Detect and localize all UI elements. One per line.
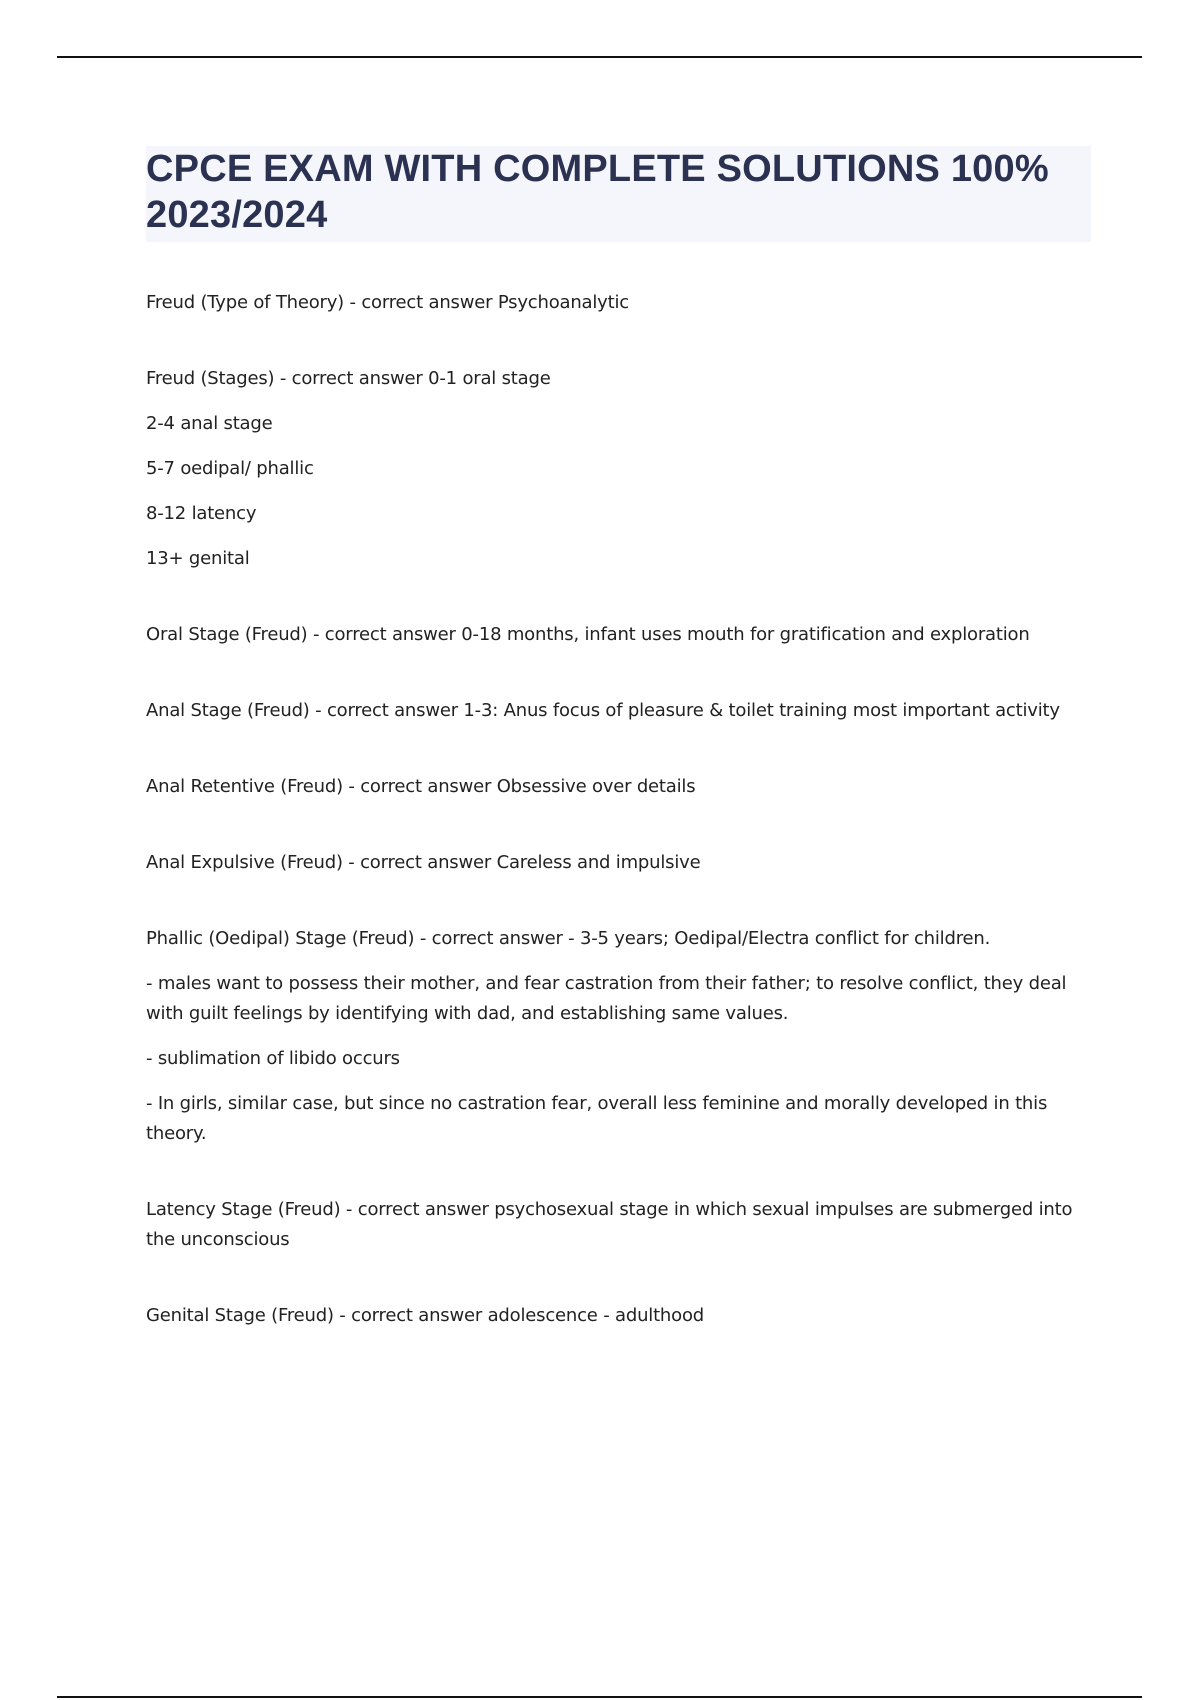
qa-question-answer: Freud (Stages) - correct answer 0-1 oral stage [146,368,551,389]
qa-answer-line: 5-7 oedipal/ phallic [146,458,314,479]
qa-question-answer: Anal Retentive (Freud) - correct answer Obsessive over details [146,776,696,797]
qa-answer-line: 2-4 anal stage [146,413,273,434]
qa-entry [146,772,1091,802]
qa-question-answer: Latency Stage (Freud) - correct answer psychosexual stage in which sexual impulses are submerged into the unconscious [146,1199,1073,1250]
qa-answer-line: - sublimation of libido occurs [146,1048,400,1069]
qa-entry [146,288,1091,318]
qa-question-answer: Freud (Type of Theory) - correct answer Psychoanalytic [146,292,629,313]
qa-entry [146,364,1091,574]
qa-entry [146,1195,1091,1255]
qa-answer-line: - males want to possess their mother, and fear castration from their father; to resolve conflict, they deal with guilt feelings by identifying with dad, and establishing same values. [146,973,1067,1024]
qa-question-answer: Anal Stage (Freud) - correct answer 1-3: Anus focus of pleasure & toilet training most important activity [146,700,1060,721]
qa-answer-line: 8-12 latency [146,503,257,524]
title-box [146,146,1091,242]
qa-question-answer: Phallic (Oedipal) Stage (Freud) - correct answer - 3-5 years; Oedipal/Electra conflict for children. [146,928,991,949]
qa-entry [146,696,1091,726]
bottom-rule [57,1696,1142,1698]
qa-answer-line: - In girls, similar case, but since no castration fear, overall less feminine and morally developed in this theory. [146,1093,1048,1144]
qa-question-answer: Anal Expulsive (Freud) - correct answer Careless and impulsive [146,852,701,873]
qa-entry [146,620,1091,650]
qa-question-answer: Genital Stage (Freud) - correct answer adolescence - adulthood [146,1305,704,1326]
qa-answer-line: 13+ genital [146,548,250,569]
qa-entry [146,924,1091,1149]
qa-list [146,288,1091,1331]
document-title: CPCE EXAM WITH COMPLETE SOLUTIONS 100% 2023/2024 [146,148,1049,236]
top-rule [57,56,1142,58]
qa-question-answer: Oral Stage (Freud) - correct answer 0-18 months, infant uses mouth for gratification and exploration [146,624,1030,645]
qa-entry [146,848,1091,878]
qa-entry [146,1301,1091,1331]
document-body [146,146,1091,1377]
